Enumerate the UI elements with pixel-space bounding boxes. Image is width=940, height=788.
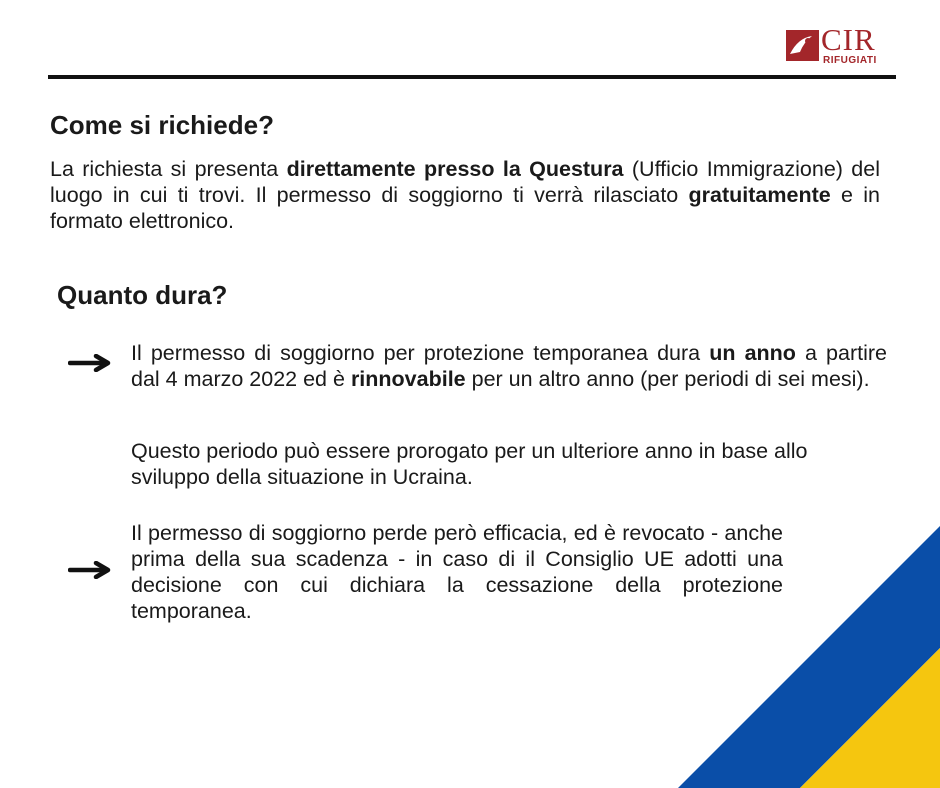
- extension-paragraph: Questo periodo può essere prorogato per un ulteriore anno in base allo sviluppo della situazione in Ucraina.: [131, 439, 808, 489]
- logo-text: CIR: [821, 22, 876, 57]
- logo-subtext: RIFUGIATI: [823, 55, 877, 66]
- bold-span: un anno: [709, 341, 796, 365]
- text-span: Il permesso di soggiorno per protezione temporanea dura: [131, 341, 710, 365]
- text-span: La richiesta si presenta: [50, 157, 287, 181]
- section-heading-quanto-dura: Quanto dura?: [57, 280, 228, 310]
- bold-span: rinnovabile: [350, 367, 466, 391]
- revocation-paragraph: Il permesso di soggiorno perde però efficacia, ed è revocato - anche prima della sua scadenza - in caso di il Consiglio UE adotti una decisione con cui dichiara la cessazione della protezione temporanea.: [131, 521, 783, 623]
- bold-span: direttamente presso la Questura: [286, 157, 624, 181]
- section-heading-come-si-richiede: Come si richiede?: [50, 110, 274, 140]
- text-span: e in formato elettronico.: [50, 183, 880, 233]
- text-span: (Ufficio Immigrazione) del luogo in cui ti trovi. Il permesso di soggiorno ti verrà rilasciato: [50, 157, 880, 207]
- bold-span: gratuitamente: [688, 183, 831, 207]
- text-span: per un altro anno (per periodi di sei mesi).: [465, 367, 870, 391]
- text-span: a partire dal 4 marzo 2022 ed è: [131, 341, 887, 391]
